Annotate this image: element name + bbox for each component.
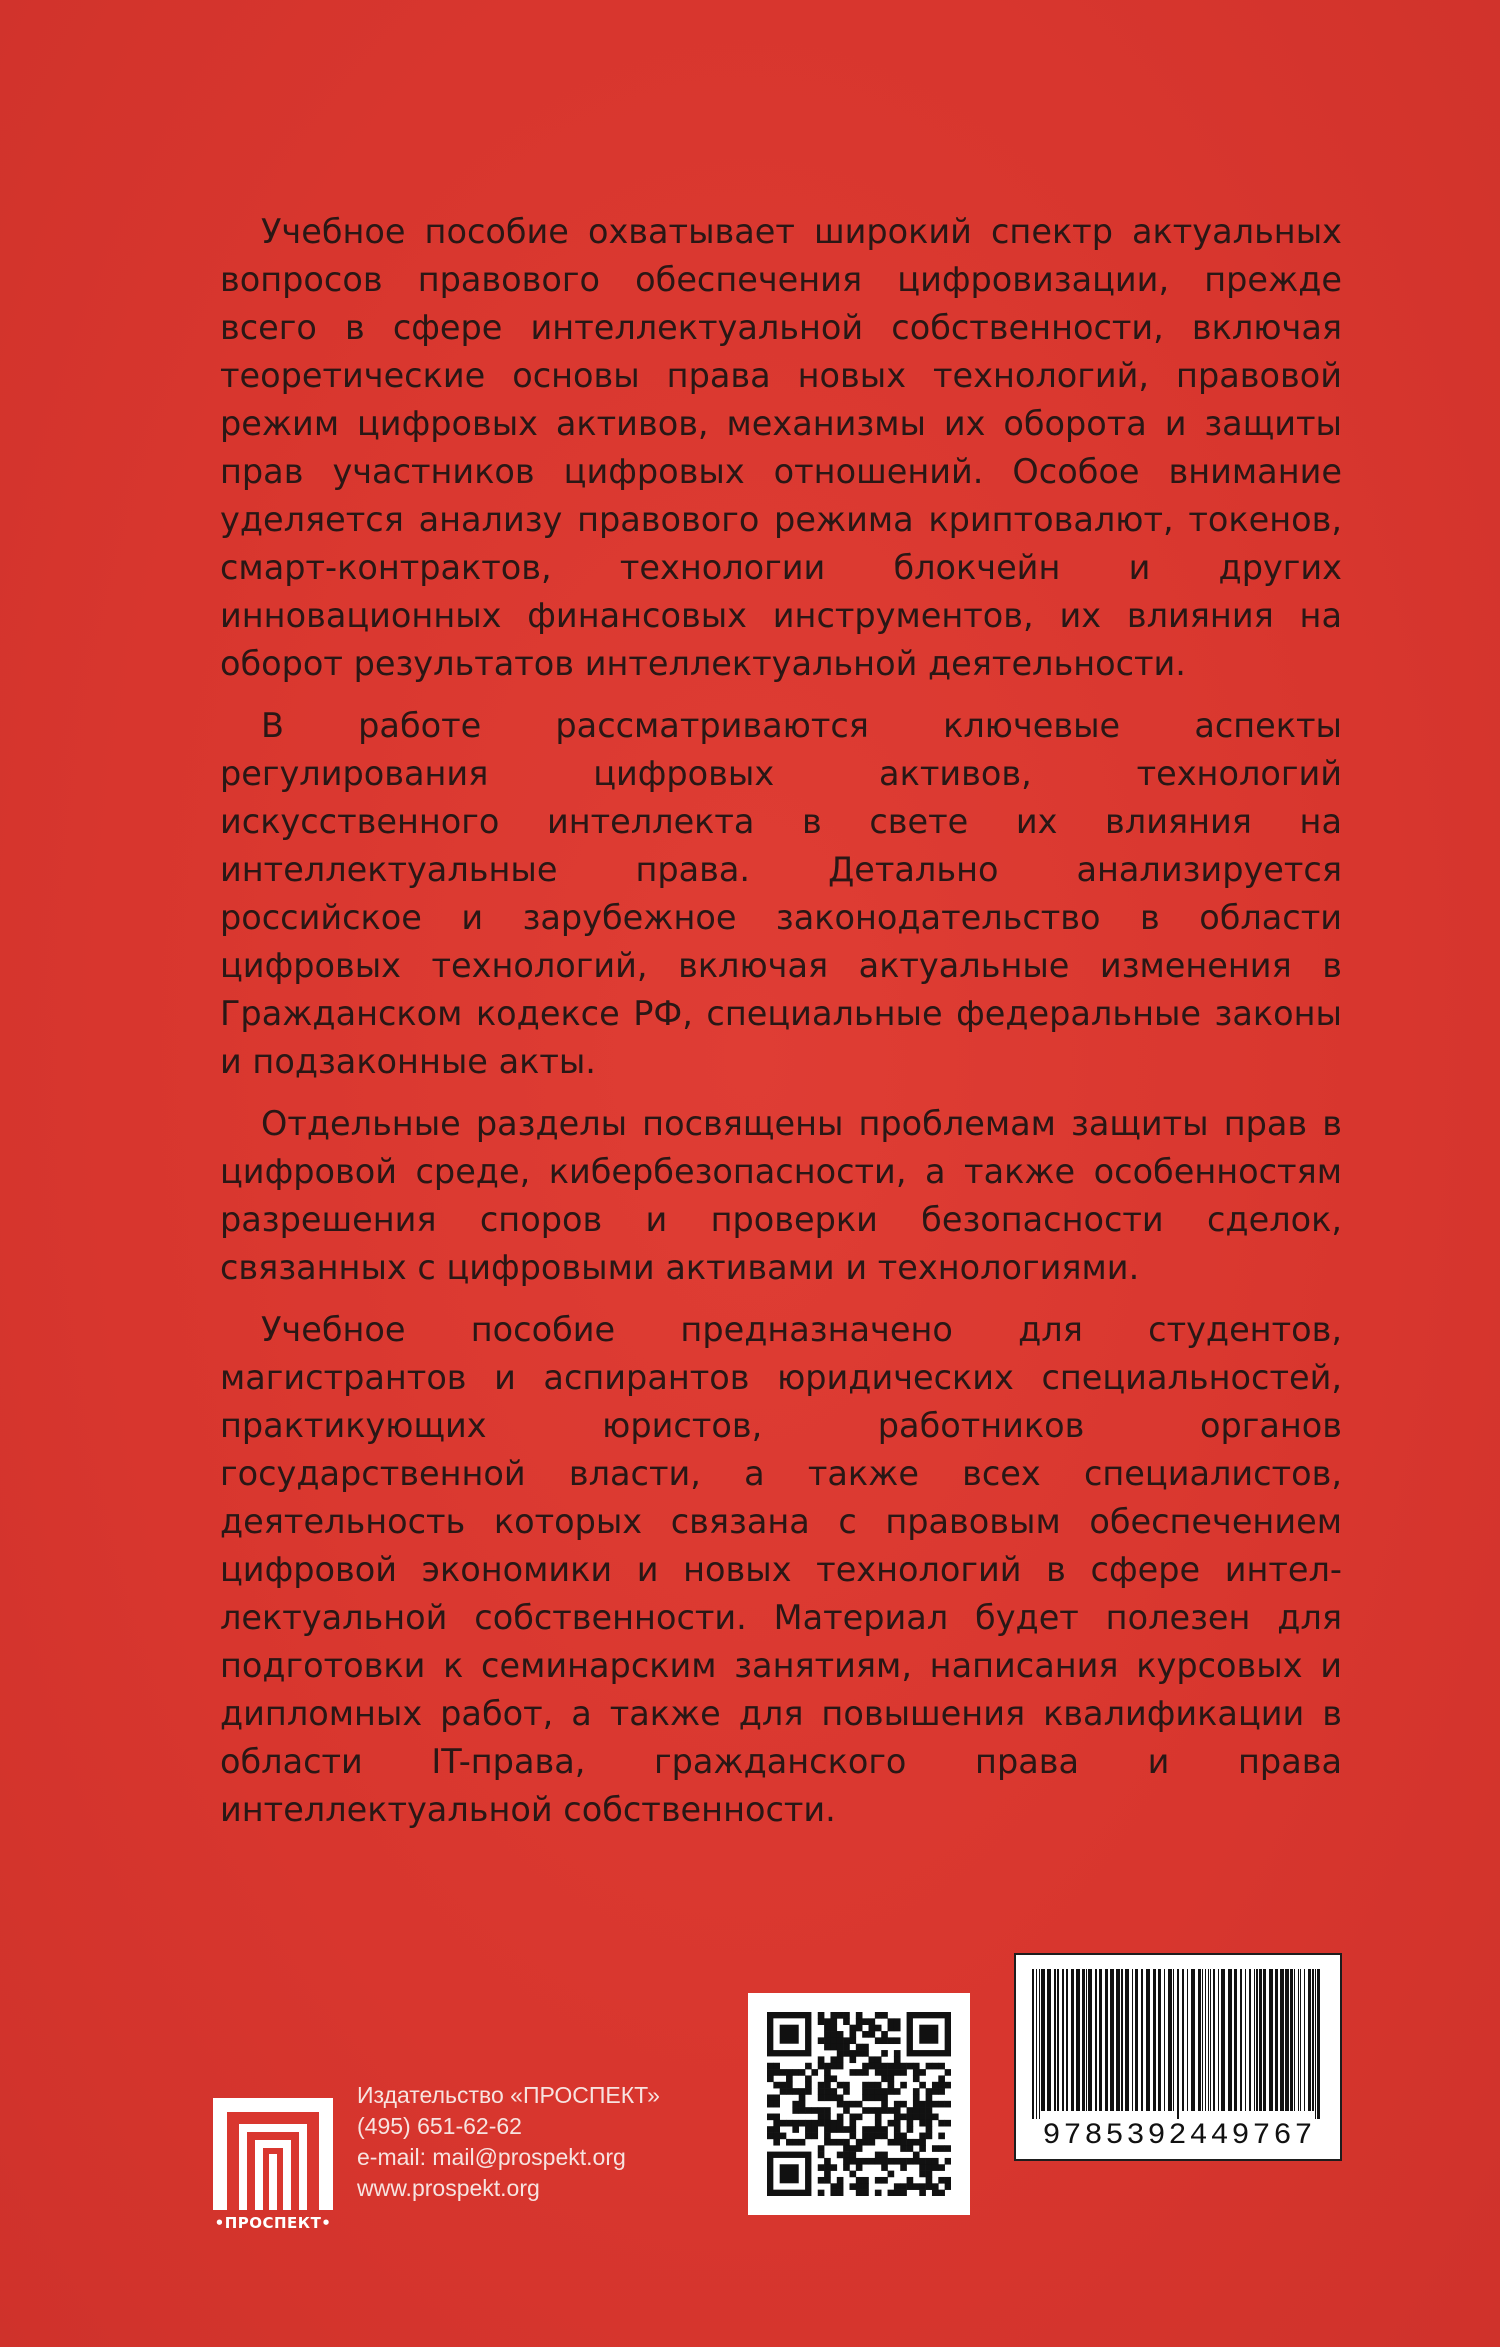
publisher-block bbox=[205, 2080, 765, 2245]
annotation-paragraph-4: Учебное пособие предназначено для студентов, магистрантов и аспирантов юридических специальностей, практикующих юристов, работников органов государственной власти, а также всех специалистов, деятельность которых связана с правовым обеспечением цифровой экономики и новых технологий в сфере интеллектуальной собственности. Материал будет полезен для подготовки к семинарским занятиям, написания курсовых и дипломных работ, а также для повышения квалификации в области IT-права, гражданского права и права интеллектуальной собственности. bbox=[220, 1310, 1342, 1829]
annotation-text bbox=[220, 208, 1342, 1848]
barcode-bars bbox=[1032, 1969, 1324, 2119]
annotation-paragraph-2: В работе рассматриваются ключевые аспекты регулирования цифровых активов, технологий искусственного интеллекта в свете их влияния на интеллектуальные права. Детально анализируется российское и зарубежное законодательство в области цифровых технологий, включая актуальные изменения в Гражданском кодексе РФ, специальные федеральные законы и подзаконные акты. bbox=[220, 706, 1342, 1081]
publisher-name: Издательство «ПРОСПЕКТ» bbox=[357, 2082, 660, 2108]
qr-code-matrix bbox=[767, 2012, 951, 2196]
logo-caption: •ПРОСПЕКТ• bbox=[214, 2214, 332, 2232]
annotation-paragraph-3: Отдельные разделы посвящены проблемам защиты прав в цифровой среде, кибербезопасности, а также особенностям разрешения споров и проверки безопасности сделок, связанных с цифровыми активами и технологиями. bbox=[220, 1104, 1342, 1287]
publisher-website: www.prospekt.org bbox=[357, 2175, 540, 2201]
prospekt-logo-icon bbox=[205, 2098, 337, 2238]
isbn-number: 9785392449767 bbox=[1042, 2119, 1316, 2153]
annotation-paragraph-1: Учебное пособие охватывает широкий спектр актуальных вопросов правового обеспечения цифровизации, прежде всего в сфере интеллектуальной собственности, включая теоретические основы права новых технологий, правовой режим цифровых активов, механизмы их оборота и защиты прав участников цифровых отношений. Особое внимание уделяется анализу правового режима криптовалют, токенов, смарт-контрактов, технологии блокчейн и других инновационных финансовых инструментов, их влияния на оборот результатов интеллектуальной деятельности. bbox=[220, 212, 1342, 683]
publisher-contacts bbox=[357, 2080, 777, 2204]
publisher-email: e-mail: mail@prospekt.org bbox=[357, 2144, 626, 2170]
prospekt-logo-mark bbox=[213, 2098, 333, 2210]
publisher-phone: (495) 651-62-62 bbox=[357, 2113, 522, 2139]
qr-code-icon bbox=[748, 1993, 970, 2215]
barcode-icon bbox=[1014, 1953, 1342, 2161]
